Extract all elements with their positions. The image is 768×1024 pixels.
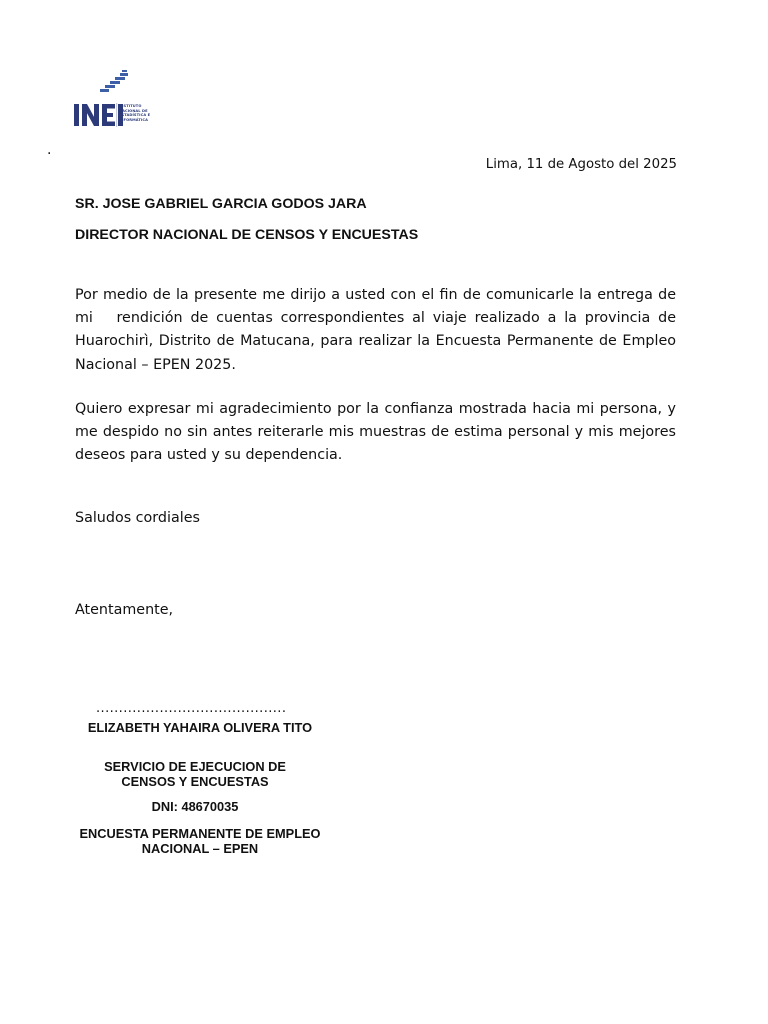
- body-paragraph-2: Quiero expresar mi agradecimiento por la confianza mostrada hacia mi persona, y me despido no sin antes reiterarle mis muestras de estima personal y mis mejores deseos para usted y su dependencia.: [75, 401, 676, 464]
- signer-service-line-1: SERVICIO DE EJECUCION DE: [104, 759, 286, 774]
- stray-mark: .: [47, 142, 52, 158]
- signer-dni: DNI: 48670035: [151, 799, 239, 814]
- signer-survey: [50, 827, 350, 856]
- signer-survey-line-2: NACIONAL – EPEN: [141, 840, 259, 856]
- signer-name: ELIZABETH YAHAIRA OLIVERA TITO: [87, 720, 313, 735]
- signer-survey-line-1: ENCUESTA PERMANENTE DE EMPLEO: [79, 826, 321, 841]
- letter-date: Lima, 11 de Agosto del 2025: [485, 157, 677, 172]
- signature-line: ..........................................: [96, 701, 287, 716]
- greeting: Saludos cordiales: [75, 510, 200, 526]
- body-paragraph-1: Por medio de la presente me dirijo a usted con el fin de comunicarle la entrega de mi rendición de cuentas correspondientes al viaje realizado a la provincia de Huarochirì, Distrito de Matucana, para realizar la Encuesta Permanente de Empleo Nacional – EPEN 2025.: [75, 287, 681, 373]
- closing: Atentamente,: [75, 602, 174, 618]
- inei-logo: [72, 70, 172, 130]
- inei-logo-caption: INSTITUTO NACIONAL DE ESTADÍSTICA E INFORMÁTICA: [119, 104, 151, 122]
- signer-service-line-2: CENSOS Y ENCUESTAS: [121, 773, 269, 789]
- signer-service: [65, 760, 325, 789]
- recipient-title: DIRECTOR NACIONAL DE CENSOS Y ENCUESTAS: [75, 227, 419, 243]
- recipient-name: SR. JOSE GABRIEL GARCIA GODOS JARA: [75, 196, 367, 212]
